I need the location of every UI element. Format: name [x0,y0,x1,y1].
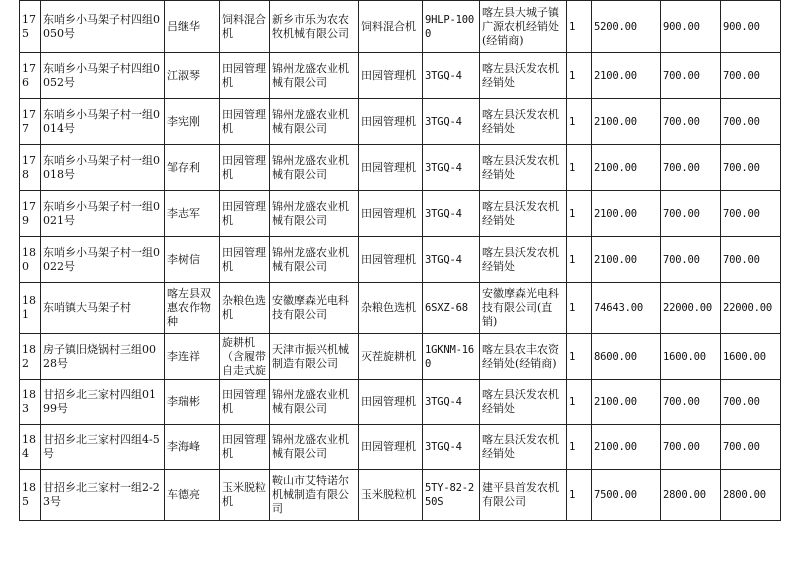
model-cell [423,425,480,470]
price-cell-text: 2100.00 [594,396,637,408]
price-cell [592,334,661,380]
product-name-cell [359,99,423,145]
address-cell-text: 甘招乡北三家村四组4-5号 [43,433,160,460]
subsidy-total-cell [721,380,781,425]
quantity-cell [567,470,592,521]
model-cell [423,334,480,380]
owner-name-cell [165,470,220,521]
quantity-cell [567,53,592,99]
machine-category-cell [220,334,270,380]
machine-category-cell [220,191,270,237]
manufacturer-cell [270,470,359,521]
price-cell-text: 2100.00 [594,207,637,220]
price-cell [592,470,661,521]
row-number-text: 178 [22,153,36,181]
product-name-cell-text: 田园管理机 [361,68,416,82]
machine-category-cell [220,380,270,425]
machine-category-cell-text: 田园管理机 [222,245,266,273]
manufacturer-cell-text: 锦州龙盛农业机械有限公司 [272,388,349,415]
row-number [20,425,41,470]
subsidy-amount-cell [661,237,721,283]
quantity-cell-text: 1 [569,350,576,363]
dealer-cell [480,237,567,283]
address-cell-text: 东哨镇大马架子村 [43,301,131,314]
price-cell [592,380,661,425]
manufacturer-cell-text: 锦州龙盛农业机械有限公司 [272,61,349,89]
price-cell-text: 74643.00 [594,302,643,314]
row-number-text: 181 [22,294,36,321]
subsidy-amount-cell-text: 700.00 [663,115,700,128]
address-cell [41,425,165,470]
quantity-cell [567,191,592,237]
product-name-cell [359,53,423,99]
subsidy-amount-cell [661,470,721,521]
row-number-text: 182 [22,342,36,370]
product-name-cell [359,191,423,237]
address-cell [41,334,165,380]
manufacturer-cell [270,99,359,145]
owner-name-cell-text: 李连祥 [167,349,200,363]
subsidy-total-cell [721,470,781,521]
subsidy-amount-cell-text: 22000.00 [663,302,712,314]
product-name-cell-text: 田园管理机 [361,206,416,220]
address-cell [41,53,165,99]
subsidy-record-table [19,0,781,521]
manufacturer-cell [270,1,359,53]
subsidy-total-cell [721,191,781,237]
machine-category-cell-text: 田园管理机 [222,107,266,135]
subsidy-amount-cell [661,99,721,145]
owner-name-cell-text: 吕继华 [167,19,200,33]
dealer-cell-text: 喀左县沃发农机经销处 [482,199,559,227]
subsidy-amount-cell [661,191,721,237]
row-number [20,334,41,380]
price-cell-text: 8600.00 [594,350,637,363]
product-name-cell [359,380,423,425]
machine-category-cell [220,1,270,53]
subsidy-total-cell [721,237,781,283]
price-cell [592,237,661,283]
address-cell [41,99,165,145]
subsidy-total-cell [721,425,781,470]
address-cell [41,380,165,425]
machine-category-cell-text: 田园管理机 [222,199,266,227]
quantity-cell [567,425,592,470]
quantity-cell-text: 1 [569,69,576,82]
row-number [20,237,41,283]
address-cell [41,283,165,334]
quantity-cell [567,99,592,145]
table-row [20,283,781,334]
subsidy-amount-cell [661,283,721,334]
price-cell [592,425,661,470]
row-number [20,145,41,191]
quantity-cell [567,145,592,191]
model-cell [423,470,480,521]
row-number [20,1,41,53]
machine-category-cell [220,237,270,283]
address-cell-text: 东哨乡小马架子村四组0052号 [43,61,160,89]
row-number [20,470,41,521]
owner-name-cell-text: 李瑞彬 [167,395,200,408]
machine-category-cell-text: 田园管理机 [222,388,266,415]
model-cell-text: 5TY-82-250S [425,482,474,508]
row-number-text: 177 [22,107,36,135]
subsidy-total-cell-text: 700.00 [723,69,760,82]
subsidy-total-cell-text: 700.00 [723,396,760,408]
quantity-cell [567,1,592,53]
subsidy-amount-cell [661,380,721,425]
price-cell-text: 2100.00 [594,115,637,128]
manufacturer-cell-text: 天津市振兴机械制造有限公司 [272,342,349,370]
owner-name-cell-text: 车德亮 [167,488,200,501]
quantity-cell-text: 1 [569,207,576,220]
subsidy-total-cell-text: 1600.00 [723,350,766,363]
machine-category-cell-text: 田园管理机 [222,153,266,181]
dealer-cell [480,53,567,99]
model-cell-text: 3TGQ-4 [425,207,462,220]
subsidy-amount-cell [661,425,721,470]
table-row [20,99,781,145]
product-name-cell [359,145,423,191]
subsidy-total-cell [721,334,781,380]
address-cell-text: 东哨乡小马架子村一组0022号 [43,245,160,273]
address-cell [41,1,165,53]
price-cell-text: 2100.00 [594,441,637,453]
quantity-cell [567,380,592,425]
subsidy-amount-cell [661,334,721,380]
owner-name-cell-text: 李海峰 [167,440,200,453]
table-row [20,145,781,191]
model-cell [423,191,480,237]
owner-name-cell [165,237,220,283]
subsidy-amount-cell [661,145,721,191]
subsidy-total-cell [721,1,781,53]
address-cell-text: 东哨乡小马架子村一组0021号 [43,199,160,227]
model-cell [423,1,480,53]
dealer-cell-text: 喀左县农丰农资经销处(经销商) [482,342,559,370]
manufacturer-cell [270,380,359,425]
machine-category-cell [220,145,270,191]
manufacturer-cell-text: 锦州龙盛农业机械有限公司 [272,153,349,181]
dealer-cell-text: 喀左县沃发农机经销处 [482,388,559,415]
owner-name-cell [165,99,220,145]
model-cell-text: 3TGQ-4 [425,115,462,128]
quantity-cell-text: 1 [569,20,576,33]
model-cell-text: 3TGQ-4 [425,253,462,266]
manufacturer-cell [270,191,359,237]
subsidy-amount-cell-text: 700.00 [663,396,700,408]
subsidy-amount-cell [661,53,721,99]
subsidy-amount-cell-text: 700.00 [663,441,700,453]
table-row [20,470,781,521]
subsidy-total-cell-text: 900.00 [723,20,760,33]
dealer-cell [480,380,567,425]
table-row [20,1,781,53]
product-name-cell-text: 田园管理机 [361,395,416,408]
product-name-cell [359,283,423,334]
manufacturer-cell [270,425,359,470]
address-cell-text: 东哨乡小马架子村一组0018号 [43,153,160,181]
model-cell [423,145,480,191]
dealer-cell [480,425,567,470]
manufacturer-cell [270,237,359,283]
address-cell-text: 东哨乡小马架子村四组0050号 [43,12,160,40]
quantity-cell [567,237,592,283]
owner-name-cell-text: 江淑琴 [167,68,200,82]
table-row [20,53,781,99]
machine-category-cell-text: 旋耕机（含履带自走式旋 [222,335,266,377]
subsidy-amount-cell-text: 700.00 [663,69,700,82]
address-cell [41,191,165,237]
quantity-cell [567,334,592,380]
table-row [20,380,781,425]
subsidy-total-cell [721,283,781,334]
quantity-cell-text: 1 [569,253,576,266]
dealer-cell-text: 喀左县沃发农机经销处 [482,107,559,135]
machine-category-cell-text: 田园管理机 [222,61,266,89]
row-number-text: 184 [22,433,36,460]
address-cell [41,237,165,283]
dealer-cell-text: 喀左县沃发农机经销处 [482,61,559,89]
manufacturer-cell-text: 锦州龙盛农业机械有限公司 [272,245,349,273]
quantity-cell-text: 1 [569,161,576,174]
price-cell-text: 2100.00 [594,161,637,174]
row-number [20,283,41,334]
subsidy-total-cell-text: 700.00 [723,207,760,220]
address-cell-text: 甘招乡北三家村一组2-23号 [43,481,160,508]
manufacturer-cell [270,145,359,191]
machine-category-cell [220,283,270,334]
dealer-cell [480,99,567,145]
manufacturer-cell-text: 新乡市乐为农农牧机械有限公司 [272,12,349,40]
subsidy-amount-cell-text: 700.00 [663,253,700,266]
subsidy-total-cell-text: 700.00 [723,161,760,174]
product-name-cell [359,470,423,521]
subsidy-amount-cell [661,1,721,53]
product-name-cell [359,1,423,53]
dealer-cell [480,1,567,53]
manufacturer-cell-text: 安徽摩森光电科技有限公司 [272,294,349,321]
price-cell-text: 2100.00 [594,69,637,82]
owner-name-cell [165,145,220,191]
subsidy-amount-cell-text: 700.00 [663,161,700,174]
quantity-cell-text: 1 [569,302,576,314]
subsidy-total-cell [721,53,781,99]
manufacturer-cell-text: 鞍山市艾特诺尔机械制造有限公司 [272,474,349,515]
product-name-cell-text: 田园管理机 [361,440,416,453]
owner-name-cell-text: 邹存利 [167,160,200,174]
price-cell [592,99,661,145]
price-cell-text: 7500.00 [594,489,637,501]
manufacturer-cell [270,334,359,380]
machine-category-cell-text: 玉米脱粒机 [222,481,266,508]
owner-name-cell [165,380,220,425]
manufacturer-cell [270,53,359,99]
model-cell [423,99,480,145]
table-row [20,425,781,470]
model-cell [423,380,480,425]
product-name-cell [359,425,423,470]
dealer-cell [480,283,567,334]
address-cell [41,470,165,521]
row-number [20,53,41,99]
product-name-cell-text: 田园管理机 [361,114,416,128]
machine-category-cell [220,99,270,145]
dealer-cell [480,334,567,380]
table-row [20,191,781,237]
row-number-text: 183 [22,388,36,415]
owner-name-cell-text: 喀左县双惠农作物种 [167,287,211,328]
dealer-cell-text: 安徽摩森光电科技有限公司(直销) [482,287,559,328]
machine-category-cell-text: 饲料混合机 [222,12,266,40]
address-cell-text: 甘招乡北三家村四组0199号 [43,388,156,415]
model-cell-text: 6SXZ-68 [425,302,468,314]
product-name-cell-text: 杂粮色选机 [361,301,416,314]
subsidy-total-cell-text: 22000.00 [723,302,772,314]
row-number [20,380,41,425]
manufacturer-cell [270,283,359,334]
machine-category-cell-text: 田园管理机 [222,433,266,460]
model-cell-text: 1GKNM-160 [425,343,474,370]
owner-name-cell [165,53,220,99]
model-cell-text: 3TGQ-4 [425,69,462,82]
table-body [20,1,781,521]
row-number-text: 175 [22,12,36,40]
quantity-cell-text: 1 [569,396,576,408]
dealer-cell-text: 喀左县沃发农机经销处 [482,245,559,273]
subsidy-total-cell-text: 700.00 [723,253,760,266]
owner-name-cell [165,334,220,380]
owner-name-cell-text: 李宪刚 [167,114,200,128]
table-row [20,237,781,283]
dealer-cell-text: 喀左县沃发农机经销处 [482,433,559,460]
subsidy-amount-cell-text: 2800.00 [663,489,706,501]
machine-category-cell [220,470,270,521]
price-cell-text: 5200.00 [594,20,637,33]
manufacturer-cell-text: 锦州龙盛农业机械有限公司 [272,107,349,135]
price-cell [592,283,661,334]
subsidy-total-cell-text: 700.00 [723,115,760,128]
product-name-cell-text: 饲料混合机 [361,19,416,33]
machine-category-cell-text: 杂粮色选机 [222,294,266,321]
row-number-text: 176 [22,61,36,89]
manufacturer-cell-text: 锦州龙盛农业机械有限公司 [272,199,349,227]
dealer-cell-text: 喀左县沃发农机经销处 [482,153,559,181]
subsidy-total-cell [721,145,781,191]
dealer-cell [480,191,567,237]
manufacturer-cell-text: 锦州龙盛农业机械有限公司 [272,433,349,460]
dealer-cell [480,470,567,521]
product-name-cell-text: 灭茬旋耕机 [361,349,416,363]
owner-name-cell [165,425,220,470]
product-name-cell [359,334,423,380]
quantity-cell-text: 1 [569,441,576,453]
owner-name-cell [165,283,220,334]
machine-category-cell [220,53,270,99]
price-cell-text: 2100.00 [594,253,637,266]
model-cell [423,237,480,283]
row-number [20,99,41,145]
row-number [20,191,41,237]
address-cell [41,145,165,191]
machine-category-cell [220,425,270,470]
address-cell-text: 东哨乡小马架子村一组0014号 [43,107,160,135]
quantity-cell [567,283,592,334]
dealer-cell [480,145,567,191]
subsidy-amount-cell-text: 900.00 [663,20,700,33]
product-name-cell [359,237,423,283]
product-name-cell-text: 玉米脱粒机 [361,488,416,501]
product-name-cell-text: 田园管理机 [361,252,416,266]
price-cell [592,1,661,53]
price-cell [592,145,661,191]
model-cell-text: 3TGQ-4 [425,161,462,174]
owner-name-cell-text: 李志军 [167,206,200,220]
model-cell [423,283,480,334]
row-number-text: 179 [22,199,36,227]
dealer-cell-text: 喀左县大城子镇广源农机经销处(经销商) [482,5,559,47]
row-number-text: 180 [22,245,36,273]
product-name-cell-text: 田园管理机 [361,160,416,174]
owner-name-cell-text: 李树信 [167,252,200,266]
owner-name-cell [165,1,220,53]
table-row [20,334,781,380]
dealer-cell-text: 建平县首发农机有限公司 [482,481,559,508]
quantity-cell-text: 1 [569,115,576,128]
subsidy-total-cell [721,99,781,145]
subsidy-amount-cell-text: 700.00 [663,207,700,220]
address-cell-text: 房子镇旧烧锅村三组0028号 [43,342,156,370]
price-cell [592,53,661,99]
owner-name-cell [165,191,220,237]
model-cell-text: 3TGQ-4 [425,396,462,408]
subsidy-total-cell-text: 700.00 [723,441,760,453]
price-cell [592,191,661,237]
subsidy-total-cell-text: 2800.00 [723,489,766,501]
row-number-text: 185 [22,481,36,508]
model-cell-text: 3TGQ-4 [425,441,462,453]
model-cell [423,53,480,99]
model-cell-text: 9HLP-1000 [425,13,474,40]
subsidy-amount-cell-text: 1600.00 [663,350,706,363]
quantity-cell-text: 1 [569,489,576,501]
